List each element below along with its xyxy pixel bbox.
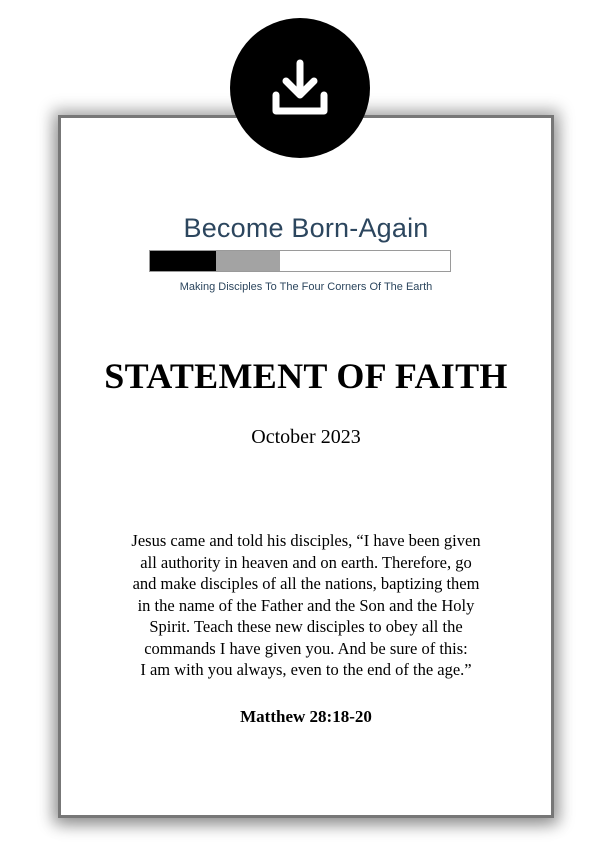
logo-bar-black-segment <box>150 251 216 271</box>
scripture-citation: Matthew 28:18-20 <box>240 707 372 726</box>
quote-line: Jesus came and told his disciples, “I have been given <box>131 531 481 550</box>
logo-bar-gray-segment <box>216 251 280 271</box>
logo-progress-bar <box>149 250 451 272</box>
document-title: STATEMENT OF FAITH <box>104 356 508 396</box>
download-button[interactable] <box>230 18 370 158</box>
quote-line: all authority in heaven and on earth. Therefore, go <box>140 552 472 572</box>
quote-line: I am with you always, even to the end of the age.” <box>140 660 472 679</box>
logo-tagline: Making Disciples To The Four Corners Of The Earth <box>179 281 433 293</box>
quote-line: in the name of the Father and the Son and the Holy <box>137 595 475 615</box>
logo-title: Become Born-Again <box>183 213 429 243</box>
download-icon <box>270 57 330 119</box>
document-date: October 2023 <box>251 426 361 448</box>
document-preview[interactable] <box>58 115 554 818</box>
quote-line: Spirit. Teach these new disciples to obey all the <box>149 617 463 636</box>
logo-bar-white-segment <box>280 251 450 271</box>
quote-line: commands I have given you. And be sure of this: <box>144 638 468 658</box>
quote-line: and make disciples of all the nations, baptizing them <box>132 574 480 593</box>
scripture-quote <box>91 530 521 681</box>
